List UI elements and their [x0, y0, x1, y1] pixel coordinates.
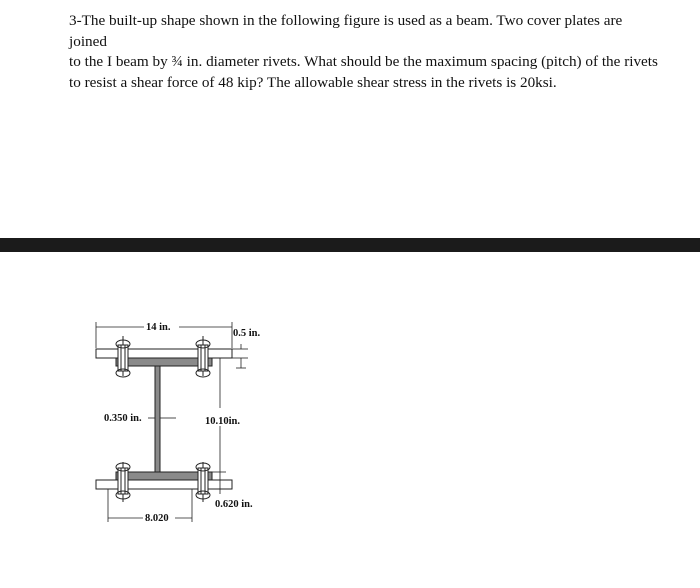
problem-line-1: 3-The built-up shape shown in the following figure is used as a beam. Two cover plates are joined [69, 12, 623, 50]
label-plate-thickness: 0.5 in. [233, 328, 261, 339]
built-up-beam-figure [86, 318, 286, 528]
label-web-thickness: 0.350 in. [104, 413, 142, 424]
label-plate-width: 14 in. [146, 322, 171, 333]
label-beam-depth: 10.10in. [205, 416, 241, 427]
problem-line-2: to the I beam by ¾ in. diameter rivets. What should be the maximum spacing (pitch) of the rivets [69, 53, 658, 70]
dim-plate-thickness [232, 344, 248, 368]
beam-cross-section-drawing [86, 318, 286, 528]
rivet-bottom-left [116, 462, 130, 502]
rivet-top-left [116, 336, 130, 377]
top-cover-plate [96, 349, 232, 358]
bottom-cover-plate [96, 480, 232, 489]
rivet-top-right [196, 336, 210, 377]
label-flange-thickness: 0.620 in. [215, 499, 253, 510]
black-divider-bar [0, 238, 700, 252]
rivet-bottom-right [196, 462, 210, 502]
problem-statement [69, 11, 659, 93]
label-flange-width: 8.020 [145, 513, 169, 524]
beam-web [155, 366, 160, 472]
problem-line-3: to resist a shear force of 48 kip? The allowable shear stress in the rivets is 20ksi. [69, 73, 557, 91]
